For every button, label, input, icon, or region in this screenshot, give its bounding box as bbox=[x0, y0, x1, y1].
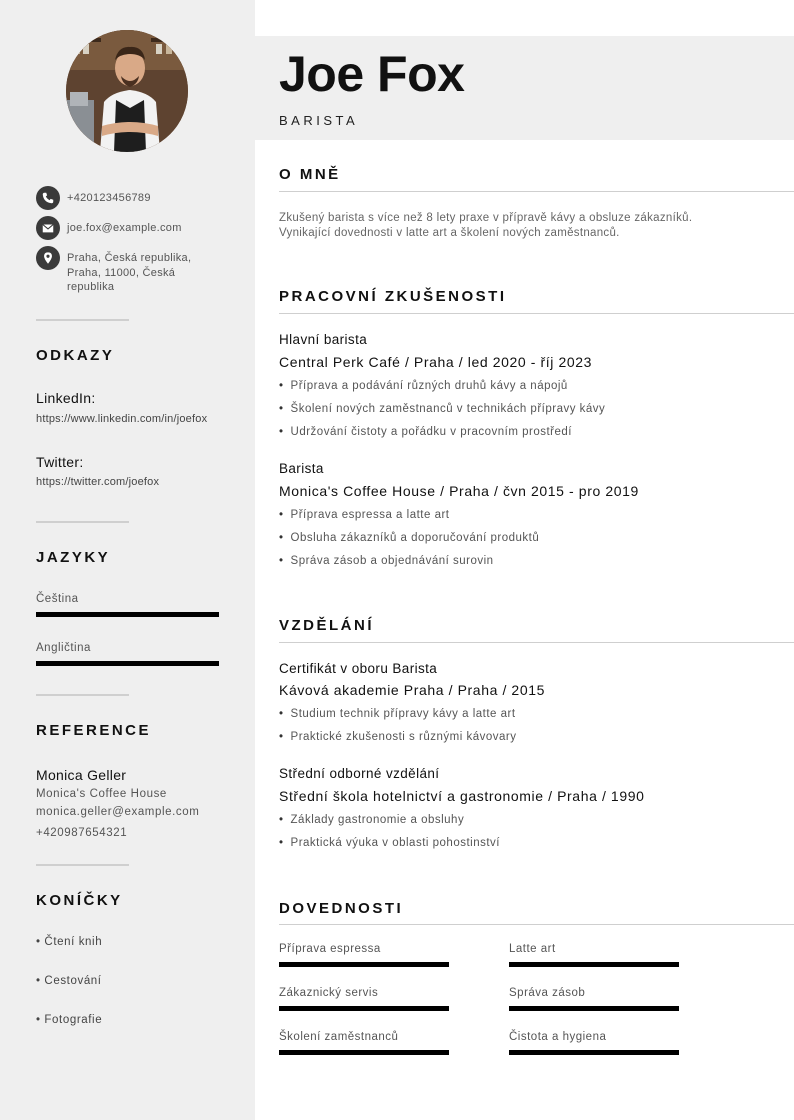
skill-level-bar bbox=[279, 962, 449, 967]
language-name: Angličtina bbox=[36, 642, 91, 654]
experience-heading: PRACOVNÍ ZKUŠENOSTI bbox=[279, 288, 507, 305]
sidebar-divider bbox=[36, 864, 129, 866]
contact-phone bbox=[36, 186, 236, 210]
language-level-bar bbox=[36, 661, 219, 666]
job-title: Barista bbox=[279, 461, 324, 476]
education-bullet: • Základy gastronomie a obsluhy bbox=[279, 814, 464, 826]
reference-heading: REFERENCE bbox=[36, 722, 152, 739]
about-text bbox=[279, 211, 779, 241]
skill-level-fill bbox=[509, 1006, 679, 1011]
job-bullet: • Obsluha zákazníků a doporučování produktů bbox=[279, 532, 539, 544]
profile-photo-image bbox=[66, 30, 188, 152]
reference-email[interactable]: monica.geller@example.com bbox=[36, 806, 200, 818]
hobby-label: Čtení knih bbox=[44, 936, 103, 948]
address-line: republika bbox=[67, 281, 115, 293]
candidate-role: BARISTA bbox=[279, 113, 359, 128]
hobbies-heading: KONÍČKY bbox=[36, 892, 123, 909]
skill-level-bar bbox=[279, 1006, 449, 1011]
education-bullet: • Praktické zkušenosti s různými kávovary bbox=[279, 731, 516, 743]
candidate-name: Joe Fox bbox=[279, 46, 465, 102]
link-label-linkedin: LinkedIn: bbox=[36, 390, 96, 406]
job-bullet: • Udržování čistoty a pořádku v pracovním prostředí bbox=[279, 426, 572, 438]
hobby-label: Fotografie bbox=[44, 1014, 103, 1026]
hobby-item: • Cestování bbox=[36, 975, 102, 987]
skill-level-bar bbox=[509, 962, 679, 967]
about-line: Vynikající dovednosti v latte art a školení nových zaměstnanců. bbox=[279, 227, 620, 239]
language-name: Čeština bbox=[36, 593, 79, 605]
job-title: Hlavní barista bbox=[279, 332, 368, 347]
languages-heading: JAZYKY bbox=[36, 549, 111, 566]
contact-address bbox=[36, 246, 236, 295]
job-subtitle: Monica's Coffee House / Praha / čvn 2015 - pro 2019 bbox=[279, 483, 639, 499]
skill-level-fill bbox=[279, 962, 449, 967]
skill-level-fill bbox=[509, 962, 679, 967]
skill-level-bar bbox=[509, 1050, 679, 1055]
email-address: joe.fox@example.com bbox=[67, 222, 182, 234]
skill-level-fill bbox=[279, 1006, 449, 1011]
skill-level-fill bbox=[509, 1050, 679, 1055]
email-icon bbox=[36, 216, 60, 240]
skill-level-bar bbox=[279, 1050, 449, 1055]
reference-name: Monica Geller bbox=[36, 767, 127, 783]
sidebar-divider bbox=[36, 521, 129, 523]
job-bullet: • Školení nových zaměstnanců v technikách přípravy kávy bbox=[279, 403, 605, 415]
skill-level-bar bbox=[509, 1006, 679, 1011]
twitter-link[interactable]: https://twitter.com/joefox bbox=[36, 476, 160, 488]
location-pin-icon bbox=[36, 246, 60, 270]
section-rule bbox=[279, 924, 794, 925]
education-bullet: • Studium technik přípravy kávy a latte art bbox=[279, 708, 516, 720]
education-subtitle: Kávová akademie Praha / Praha / 2015 bbox=[279, 682, 545, 698]
about-heading: O MNĚ bbox=[279, 166, 341, 183]
address bbox=[67, 246, 191, 295]
phone-number: +420123456789 bbox=[67, 192, 151, 204]
address-line: Praha, 11000, Česká bbox=[67, 266, 176, 279]
skill-name: Příprava espressa bbox=[279, 943, 381, 955]
language-level-fill bbox=[36, 612, 219, 617]
job-bullet: • Příprava a podávání různých druhů kávy a nápojů bbox=[279, 380, 568, 392]
job-subtitle: Central Perk Café / Praha / led 2020 - říj 2023 bbox=[279, 354, 593, 370]
education-title: Certifikát v oboru Barista bbox=[279, 661, 438, 676]
job-bullet: • Příprava espressa a latte art bbox=[279, 509, 450, 521]
job-bullet: • Správa zásob a objednávání surovin bbox=[279, 555, 494, 567]
language-level-fill bbox=[36, 661, 219, 666]
reference-company: Monica's Coffee House bbox=[36, 788, 167, 800]
section-rule bbox=[279, 642, 794, 643]
section-rule bbox=[279, 313, 794, 314]
hobby-item: • Fotografie bbox=[36, 1014, 103, 1026]
education-bullet: • Praktická výuka v oblasti pohostinství bbox=[279, 837, 500, 849]
section-rule bbox=[279, 191, 794, 192]
phone-icon bbox=[36, 186, 60, 210]
skills-heading: DOVEDNOSTI bbox=[279, 900, 404, 917]
links-heading: ODKAZY bbox=[36, 347, 115, 364]
skill-level-fill bbox=[279, 1050, 449, 1055]
education-heading: VZDĚLÁNÍ bbox=[279, 617, 374, 634]
linkedin-link[interactable]: https://www.linkedin.com/in/joefox bbox=[36, 413, 208, 425]
contact-email bbox=[36, 216, 236, 240]
education-subtitle: Střední škola hotelnictví a gastronomie / Praha / 1990 bbox=[279, 788, 645, 804]
skill-name: Zákaznický servis bbox=[279, 987, 379, 999]
sidebar-divider bbox=[36, 694, 129, 696]
reference-phone: +420987654321 bbox=[36, 827, 128, 839]
language-level-bar bbox=[36, 612, 219, 617]
hobby-item: • Čtení knih bbox=[36, 936, 103, 948]
skill-name: Správa zásob bbox=[509, 987, 586, 999]
skill-name: Latte art bbox=[509, 943, 556, 955]
skill-name: Školení zaměstnanců bbox=[279, 1031, 399, 1043]
hobby-label: Cestování bbox=[44, 975, 102, 987]
sidebar-divider bbox=[36, 319, 129, 321]
address-line: Praha, Česká republika, bbox=[67, 252, 192, 264]
link-label-twitter: Twitter: bbox=[36, 454, 84, 470]
education-title: Střední odborné vzdělání bbox=[279, 766, 440, 781]
about-line: Zkušený barista s více než 8 lety praxe v přípravě kávy a obsluze zákazníků. bbox=[279, 212, 693, 224]
profile-photo bbox=[66, 30, 188, 152]
skill-name: Čistota a hygiena bbox=[509, 1031, 607, 1043]
